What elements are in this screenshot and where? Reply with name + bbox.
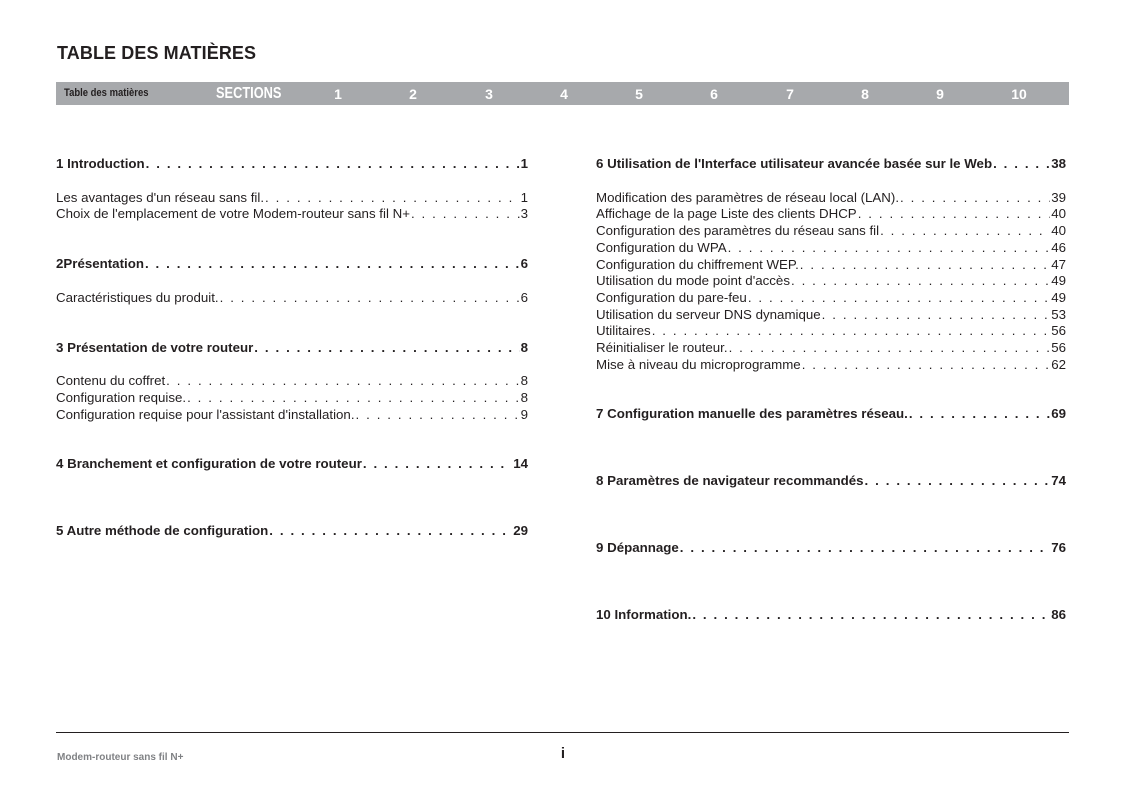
dot-leader: [166, 373, 519, 390]
toc-entry-title: Réinitialiser le routeur.: [596, 340, 728, 356]
toc-page-number: 3: [520, 206, 528, 222]
dot-leader: [187, 390, 520, 407]
dot-leader: [145, 256, 520, 273]
toc-page-number: 49: [1051, 289, 1066, 305]
toc-page-number: 1: [520, 156, 528, 171]
toc-entry-title: Modification des paramètres de réseau local (LAN).: [596, 189, 900, 205]
nav-section-5[interactable]: 5: [635, 86, 643, 102]
toc-entry[interactable]: [596, 340, 1066, 357]
toc-entry[interactable]: [596, 206, 1066, 223]
toc-section-title: 7 Configuration manuelle des paramètres réseau.: [596, 406, 908, 422]
toc-entry[interactable]: [596, 357, 1066, 374]
toc-entry-title: Configuration du pare-feu: [596, 289, 747, 305]
toc-entry[interactable]: [56, 390, 528, 407]
toc-entry-title: Configuration des paramètres du réseau sans fil: [596, 223, 880, 239]
toc-section-title: 3 Présentation de votre routeur: [56, 339, 254, 355]
nav-section-7[interactable]: 7: [786, 86, 794, 102]
dot-leader: [692, 607, 1050, 624]
toc-entry-title: Mise à niveau du microprogramme: [596, 356, 801, 372]
toc-page-number: 29: [513, 523, 528, 539]
nav-section-8[interactable]: 8: [861, 86, 869, 102]
toc-entry[interactable]: [596, 257, 1066, 274]
toc-section-title: 1 Introduction: [56, 156, 145, 171]
toc-section-2[interactable]: [56, 256, 528, 273]
toc-page-number: 76: [1051, 539, 1066, 555]
dot-leader: [220, 290, 520, 307]
nav-section-10[interactable]: 10: [1011, 86, 1027, 102]
toc-page-number: 9: [520, 406, 528, 422]
toc-page-number: 47: [1051, 256, 1066, 272]
toc-entry[interactable]: [596, 323, 1066, 340]
toc-section-title: 2Présentation: [56, 256, 144, 272]
toc-entry-title: Configuration requise pour l'assistant d'installation.: [56, 406, 355, 422]
dot-leader: [909, 406, 1050, 423]
toc-page-number: 8: [520, 373, 528, 389]
toc-page-number: 1: [520, 189, 528, 205]
toc-page-number: 46: [1051, 239, 1066, 255]
toc-page-number: 14: [513, 456, 528, 472]
dot-leader: [680, 540, 1050, 557]
dot-leader: [858, 206, 1051, 223]
toc-page-number: 53: [1051, 306, 1066, 322]
toc-page-number: 6: [520, 289, 528, 305]
toc-section-title: 10 Information.: [596, 606, 692, 622]
toc-page-number: 62: [1051, 356, 1066, 372]
toc-page-number: 40: [1051, 206, 1066, 222]
dot-leader: [146, 156, 520, 173]
dot-leader: [865, 473, 1051, 490]
toc-entry[interactable]: [56, 290, 528, 307]
toc-entry[interactable]: [596, 307, 1066, 324]
dot-leader: [880, 223, 1050, 240]
toc-page-number: 38: [1051, 156, 1066, 171]
nav-section-6[interactable]: 6: [710, 86, 718, 102]
nav-section-9[interactable]: 9: [936, 86, 944, 102]
toc-page-number: 69: [1051, 406, 1066, 422]
toc-page-number: 56: [1051, 323, 1066, 339]
toc-page-number: 8: [520, 339, 528, 355]
toc-entry-title: Utilisation du mode point d'accès: [596, 273, 790, 289]
dot-leader: [822, 307, 1051, 324]
toc-entry-title: Choix de l'emplacement de votre Modem-routeur sans fil N+: [56, 206, 410, 222]
toc-right-column: [596, 156, 1066, 623]
toc-entry-title: Affichage de la page Liste des clients DHCP: [596, 206, 857, 222]
footer-divider: [56, 732, 1069, 733]
toc-section-9[interactable]: [596, 540, 1066, 557]
dot-leader: [652, 323, 1051, 340]
toc-entry-title: Les avantages d'un réseau sans fil.: [56, 189, 265, 205]
toc-entry[interactable]: [56, 206, 528, 223]
toc-page-number: 39: [1051, 189, 1066, 205]
toc-entry[interactable]: [56, 190, 528, 207]
dot-leader: [265, 190, 520, 207]
toc-entry-title: Utilitaires: [596, 323, 651, 339]
toc-entry-title: Configuration du chiffrement WEP.: [596, 256, 799, 272]
page-title: TABLE DES MATIÈRES: [57, 43, 257, 63]
toc-section-1[interactable]: [56, 156, 528, 173]
toc-entry[interactable]: [596, 240, 1066, 257]
dot-leader: [900, 190, 1050, 207]
toc-section-4[interactable]: [56, 456, 528, 473]
footer-page-number: i: [560, 745, 566, 762]
toc-entry[interactable]: [596, 190, 1066, 207]
toc-section-6[interactable]: [596, 156, 1066, 173]
toc-entry-title: Contenu du coffret: [56, 373, 166, 389]
toc-section-8[interactable]: [596, 473, 1066, 490]
toc-entry-title: Caractéristiques du produit.: [56, 289, 219, 305]
dot-leader: [356, 407, 520, 424]
footer-product-name: Modem-routeur sans fil N+: [57, 752, 184, 763]
dot-leader: [800, 257, 1050, 274]
dot-leader: [791, 273, 1050, 290]
dot-leader: [802, 357, 1050, 374]
toc-section-title: 9 Dépannage: [596, 539, 679, 555]
toc-entry[interactable]: [596, 273, 1066, 290]
nav-section-2[interactable]: 2: [409, 86, 417, 102]
toc-section-title: 8 Paramètres de navigateur recommandés: [596, 473, 864, 489]
toc-left-column: [56, 156, 528, 540]
toc-section-title: 5 Autre méthode de configuration: [56, 523, 269, 539]
dot-leader: [254, 340, 519, 357]
toc-entry[interactable]: [596, 223, 1066, 240]
toc-page-number: 86: [1051, 606, 1066, 622]
dot-leader: [729, 340, 1051, 357]
toc-page-number: 8: [520, 389, 528, 405]
toc-entry[interactable]: [56, 407, 528, 424]
nav-sections-label: SECTIONS: [216, 85, 282, 102]
toc-page-number: 6: [520, 256, 528, 272]
dot-leader: [728, 240, 1051, 257]
toc-page-number: 56: [1051, 340, 1066, 356]
dot-leader: [269, 523, 512, 540]
dot-leader: [363, 456, 512, 473]
toc-page-number: 74: [1051, 473, 1066, 489]
dot-leader: [411, 206, 520, 223]
nav-section-4[interactable]: 4: [560, 86, 568, 102]
toc-section-title: 4 Branchement et configuration de votre routeur: [56, 456, 362, 472]
section-nav-bar: [56, 82, 1069, 105]
toc-entry-title: Configuration requise.: [56, 389, 187, 405]
toc-section-3[interactable]: [56, 340, 528, 357]
toc-entry[interactable]: [596, 290, 1066, 307]
toc-entry-title: Utilisation du serveur DNS dynamique: [596, 306, 821, 322]
toc-section-10[interactable]: [596, 607, 1066, 624]
toc-section-title: 6 Utilisation de l'Interface utilisateur avancée basée sur le Web: [596, 156, 993, 171]
toc-entry[interactable]: [56, 373, 528, 390]
nav-section-3[interactable]: 3: [485, 86, 493, 102]
toc-page-number: 49: [1051, 273, 1066, 289]
dot-leader: [993, 156, 1050, 173]
toc-entry-title: Configuration du WPA: [596, 239, 727, 255]
nav-section-1[interactable]: 1: [334, 86, 342, 102]
toc-page-number: 40: [1051, 223, 1066, 239]
nav-toc-link[interactable]: Table des matières: [64, 87, 149, 99]
toc-section-7[interactable]: [596, 406, 1066, 423]
toc-section-5[interactable]: [56, 523, 528, 540]
dot-leader: [748, 290, 1050, 307]
